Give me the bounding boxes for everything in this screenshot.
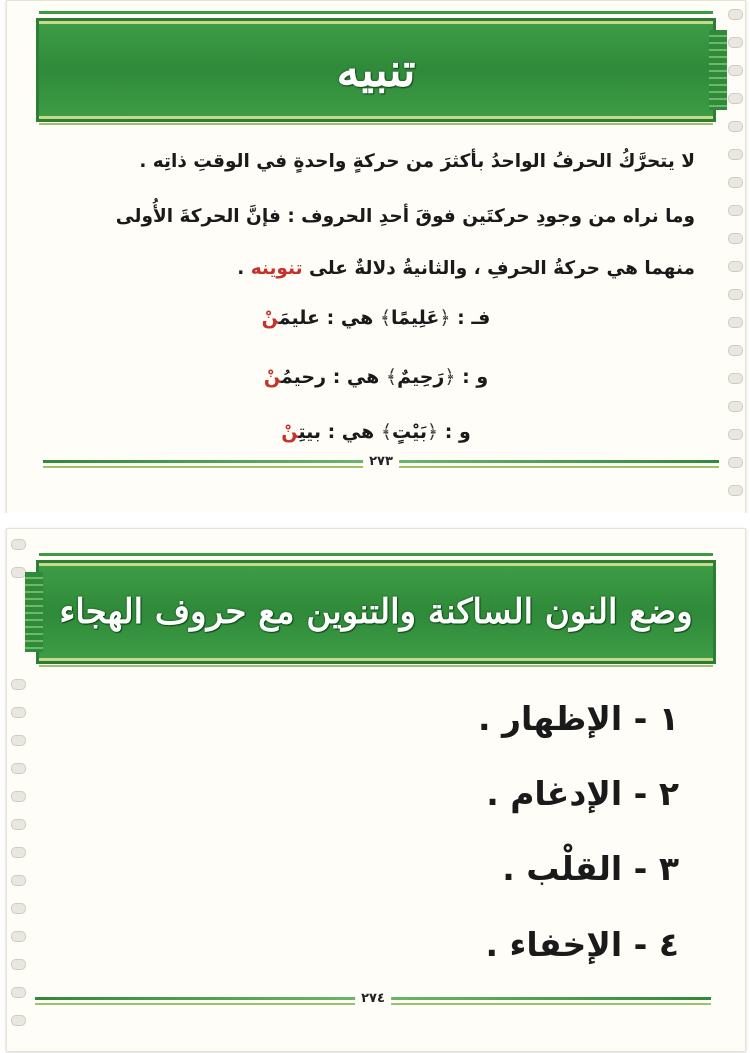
ornament-close: ﴾: [385, 366, 398, 388]
title-underline: [39, 123, 713, 125]
example-tanween: نْ: [281, 421, 299, 443]
ornament-open: ﴿: [426, 421, 439, 443]
example-tanween: نْ: [263, 366, 281, 388]
example-tanween: نْ: [261, 307, 279, 329]
page-title: تنبيه: [336, 43, 416, 97]
example-middle: هي :: [332, 366, 380, 388]
paragraph-line-1: لا يتحرَّكُ الحرفُ الواحدُ بأكثرَ من حركةٍ واحدةٍ في الوقتِ ذاتِه .: [139, 151, 695, 172]
example-result: بيتِ: [298, 421, 321, 443]
example-prefix: و :: [462, 366, 489, 388]
list-item: ٢ - الإدغام .: [486, 774, 679, 813]
top-rule: [39, 553, 713, 556]
ornament-close: ﴾: [379, 307, 392, 329]
example-middle: هي :: [326, 307, 374, 329]
example-result: رحيمُ: [280, 366, 327, 388]
list-item: ٤ - الإخفاء .: [485, 925, 679, 964]
page-title: وضع النون الساكنة والتنوين مع حروف الهجاء: [59, 592, 693, 632]
ornament-open: ﴿: [444, 366, 456, 388]
highlight-word: تنوينه: [250, 258, 303, 279]
example-prefix: و :: [444, 421, 471, 443]
page-number: ٢٧٤: [355, 991, 391, 1006]
page-number: ٢٧٣: [363, 454, 399, 469]
ornament-open: ﴿: [439, 307, 451, 329]
paragraph-line-3-text: منهما هي حركةُ الحرفِ ، والثانيةُ دلالةٌ على: [308, 258, 695, 279]
ornament-close: ﴾: [380, 421, 392, 443]
example-middle: هي :: [327, 421, 375, 443]
top-rule: [39, 11, 713, 14]
page-gap: [0, 513, 750, 528]
example-line: [7, 366, 745, 388]
page-273: [6, 0, 746, 515]
example-word: رَحِيمٌ: [397, 366, 445, 388]
example-word: عَلِيمًا: [391, 307, 440, 329]
paragraph-line-2: وما نراه من وجودِ حركتَين فوقَ أحدِ الحروف : فإنَّ الحركةَ الأُولى: [115, 206, 695, 227]
binding-holes: [7, 529, 25, 1051]
page-footer: [35, 991, 711, 1009]
example-word: بَيْتٍ: [391, 421, 427, 443]
page-274: [6, 528, 746, 1052]
example-prefix: فـ :: [457, 307, 491, 329]
title-underline: [39, 665, 713, 667]
title-band: [39, 21, 713, 119]
example-line: [7, 421, 745, 443]
title-band: [39, 563, 713, 661]
list-item: ١ - الإظهار .: [478, 699, 679, 738]
page-footer: [43, 454, 719, 472]
paragraph-line-3: [47, 258, 695, 279]
paragraph-line-3-end: .: [237, 258, 251, 279]
list-item: ٣ - القلْب .: [502, 849, 679, 888]
example-result: عليمَ: [278, 307, 321, 329]
example-line: [7, 307, 745, 329]
